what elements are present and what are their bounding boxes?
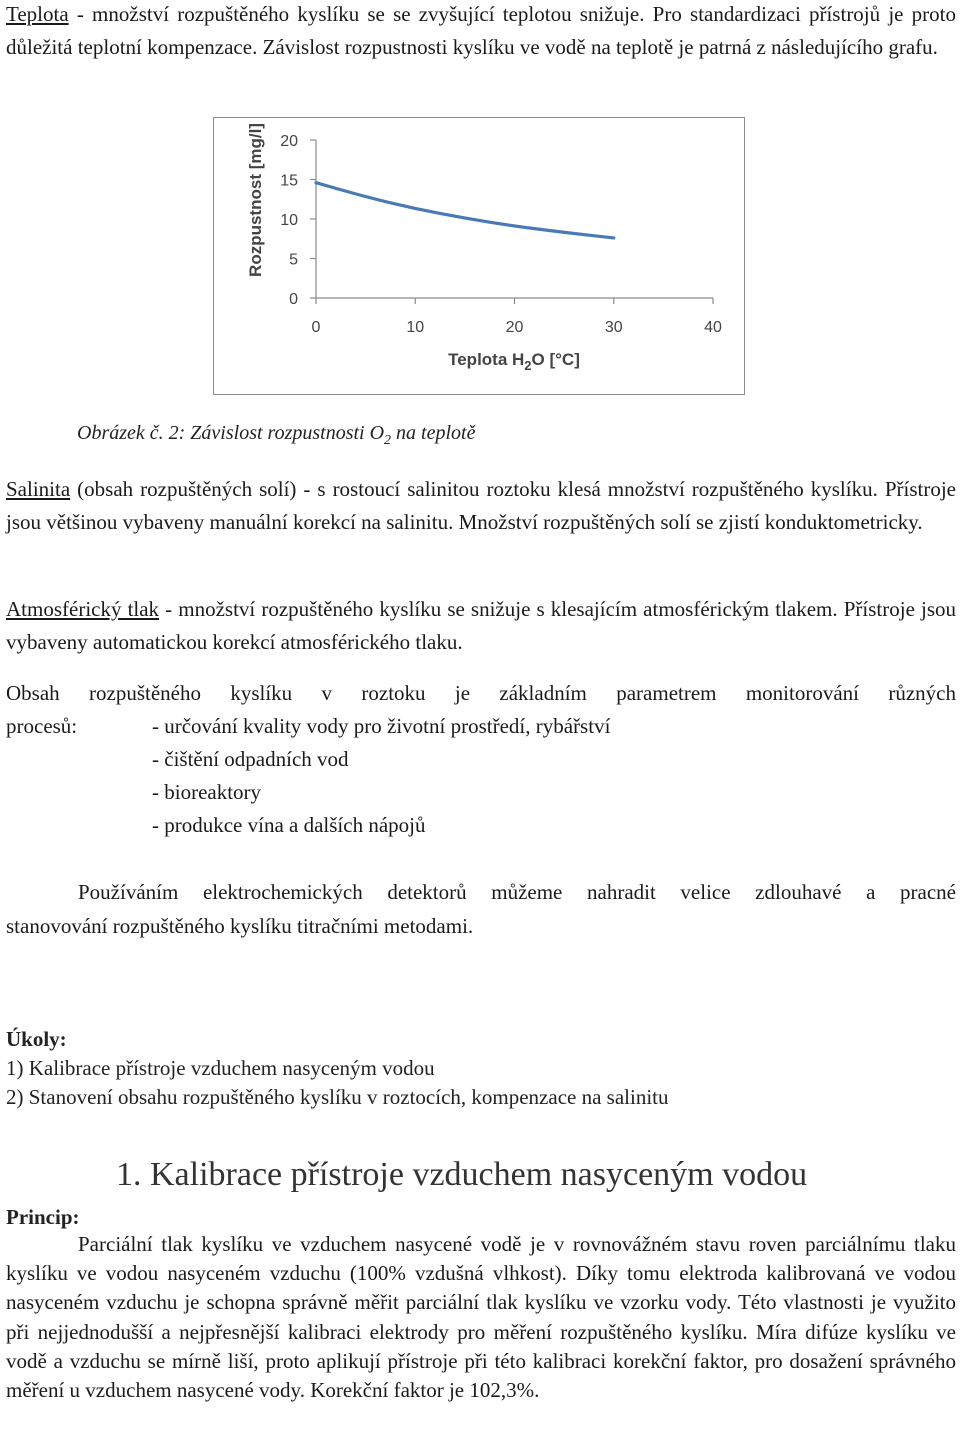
obsah-line1: Obsah rozpuštěného kyslíku v roztoku je základním parametrem monitorování různých: [6, 681, 956, 705]
intro-paragraph: [6, 0, 956, 64]
princip-heading: Princip:: [6, 1205, 80, 1229]
tlak-text: - množství rozpuštěného kyslíku se snižuje s klesajícím atmosférickým tlakem. Přístroje jsou vybaveny automatickou korekcí atmosférického tlaku.: [6, 597, 956, 654]
chart-y-tick-label: 0: [289, 291, 298, 308]
tlak-lead: Atmosférický tlak: [6, 597, 160, 621]
chart-series-line: [316, 183, 614, 238]
chart-y-tick-label: 10: [280, 212, 298, 229]
ukoly-item: 1) Kalibrace přístroje vzduchem nasyceným vodou: [6, 1056, 435, 1080]
chart-x-tick-label: 0: [311, 319, 321, 336]
tlak-paragraph: [6, 593, 956, 659]
chart-y-tick-label: 20: [280, 133, 298, 150]
figure-caption: Obrázek č. 2: Závislost rozpustnosti $O_2$ na teplotě: [77, 422, 476, 448]
chart-x-axis-label: Teplota $H_2O$ [°C]: [448, 350, 580, 373]
salinita-text: (obsah rozpuštěných solí) - s rostoucí salinitou roztoku klesá množství rozpuštěného kyslíku. Přístroje jsou většinou vybaveny manuální korekcí na salinitu. Množství rozpuštěných solí se zjistí konduktometricky.: [6, 477, 956, 534]
ukoly-item: 2) Stanovení obsahu rozpuštěného kyslíku v roztocích, kompenzace na salinitu: [6, 1085, 669, 1109]
chart-y-tick-label: 15: [280, 172, 298, 190]
princip-paragraph: Parciální tlak kyslíku ve vzduchem nasycené vodě je v rovnovážném stavu roven parciálnímu tlaku kyslíku ve vodou nasyceném vzduchu (100% vzdušná vlhkost). Díky tomu elektroda kalibrovaná ve vodou nasyceném vzduchu je schopna správně měřit parciální tlak kyslíku ve vzorku vody. Této vlastnosti je využito při nejjednodušší a nejpřesnější kalibraci elektrody pro měření rozpuštěného kyslíku. Míra difúze kyslíku ve vodě a vzduchu se mírně liší, proto aplikují přístroje při této kalibraci korekční faktor, pro dosažení správného měření u vzduchem nasycené vody. Korekční faktor je 102,3%.: [6, 1232, 956, 1403]
chart-x-tick-label: 40: [704, 319, 722, 336]
detektory-line1: Používáním elektrochemických detektorů můžeme nahradit velice zdlouhavé a pracné: [78, 880, 956, 904]
obsah-label: procesů:: [6, 714, 78, 738]
chart-svg: [214, 118, 744, 394]
ukoly-heading: Úkoly:: [6, 1027, 67, 1051]
chart-y-axis-label: Rozpustnost [mg/l]: [246, 123, 265, 277]
chart-x-tick-label: 30: [604, 319, 623, 336]
intro-text: - množství rozpuštěného kyslíku se se zvyšující teplotou snižuje. Pro standardizaci přístrojů je proto důležitá teplotní kompenzace. Závislost rozpustnosti kyslíku ve vodě na teplotě je patrná z následujícího grafu.: [6, 2, 956, 59]
section-title: 1. Kalibrace přístroje vzduchem nasyceným vodou: [116, 1156, 808, 1193]
obsah-item: - produkce vína a dalších nápojů: [152, 813, 426, 837]
solubility-chart: [213, 117, 745, 395]
obsah-item: - určování kvality vody pro životní prostředí, rybářství: [152, 714, 611, 738]
chart-x-tick-label: 10: [406, 319, 425, 336]
obsah-item: - bioreaktory: [152, 780, 262, 804]
salinita-lead: Salinita: [6, 477, 71, 501]
chart-x-tick-label: 20: [505, 319, 524, 336]
detektory-line2: stanovování rozpuštěného kyslíku titračními metodami.: [6, 914, 474, 938]
salinita-paragraph: [6, 473, 956, 539]
obsah-item: - čištění odpadních vod: [152, 747, 349, 771]
chart-y-tick-label: 5: [289, 251, 298, 269]
intro-lead: Teplota: [6, 2, 69, 26]
